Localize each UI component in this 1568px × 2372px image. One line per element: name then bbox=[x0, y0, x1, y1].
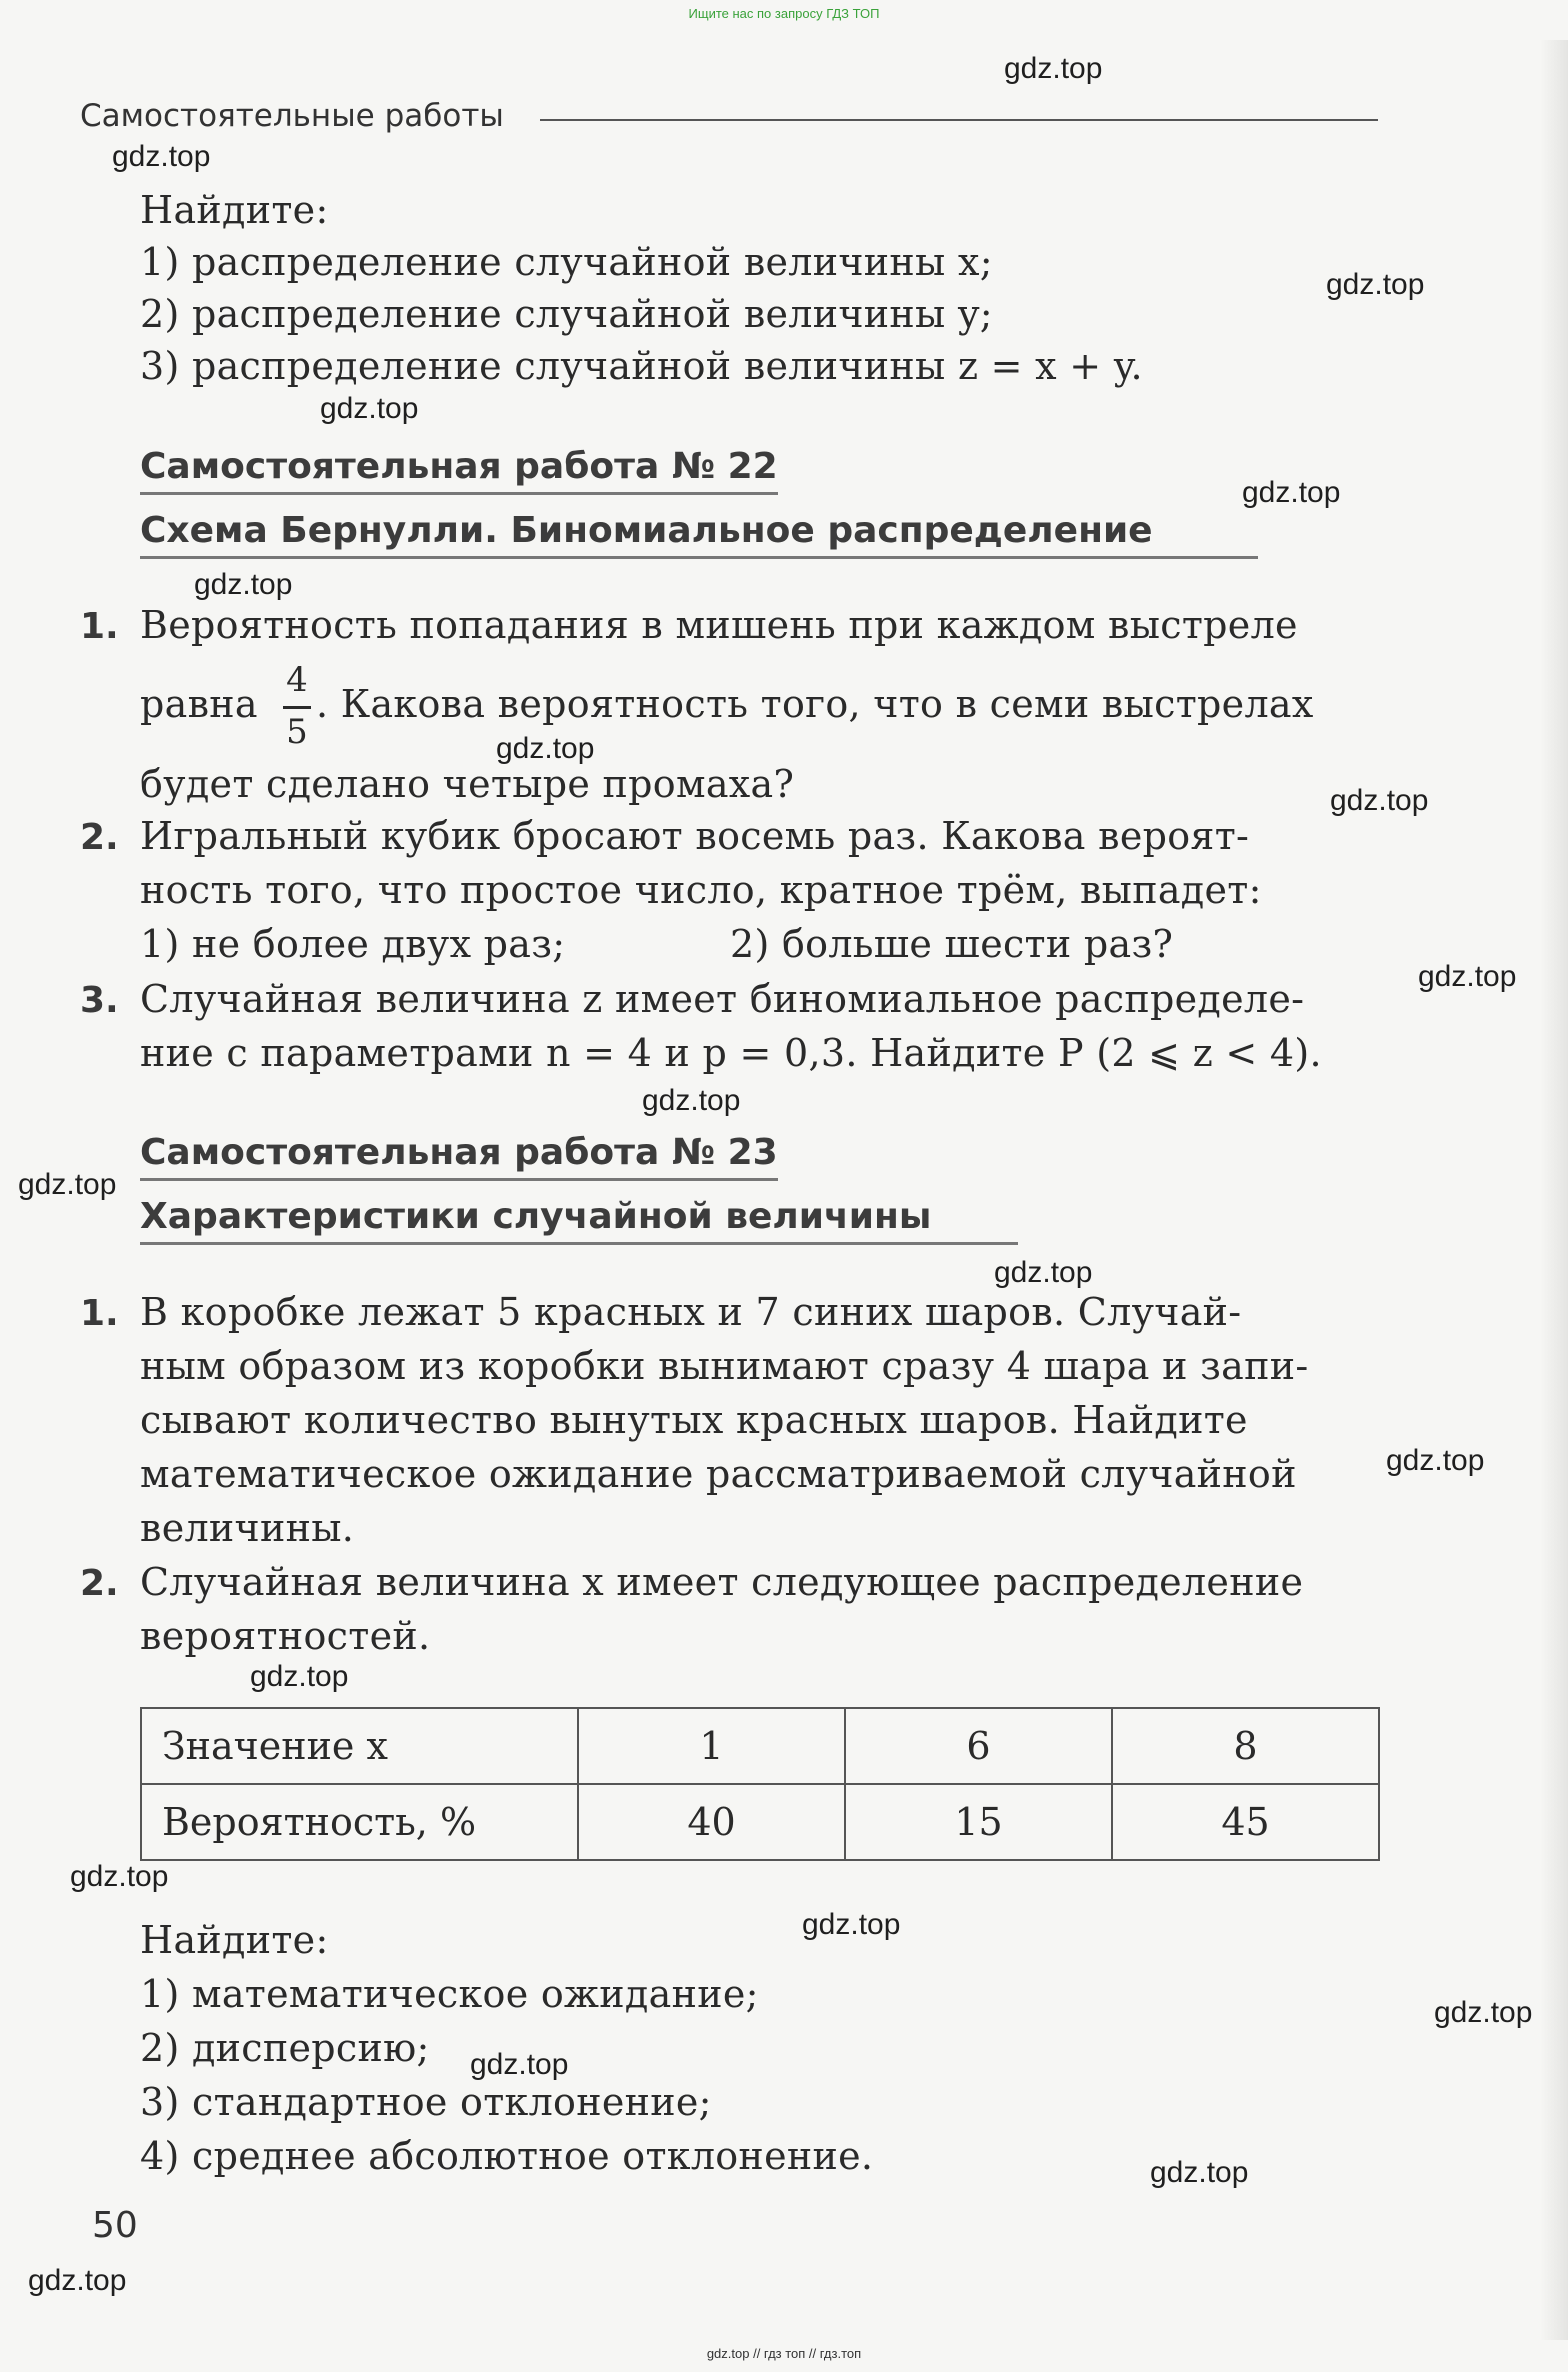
watermark: gdz.top bbox=[70, 1860, 169, 1893]
task-text: равна bbox=[140, 682, 258, 726]
task-text: математическое ожидание рассматриваемой случайной bbox=[140, 1452, 1297, 1496]
table-cell: 8 bbox=[1112, 1708, 1379, 1784]
table-cell: 45 bbox=[1112, 1784, 1379, 1860]
top-note: Ищите нас по запросу ГДЗ ТОП bbox=[688, 6, 880, 21]
watermark: gdz.top bbox=[642, 1084, 741, 1117]
watermark: gdz.top bbox=[470, 2048, 569, 2081]
list-item: 3) распределение случайной величины z = x + y. bbox=[140, 344, 1143, 388]
find-heading: Найдите: bbox=[140, 1918, 329, 1962]
task-text: ность того, что простое число, кратное трём, выпадет: bbox=[140, 868, 1262, 912]
bottom-note: gdz.top // гдз топ // гдз.топ bbox=[706, 2346, 862, 2361]
task-number: 2. bbox=[80, 817, 119, 858]
work22-title-rule bbox=[140, 492, 778, 495]
table-row bbox=[141, 1784, 1379, 1860]
task-text: Случайная величина x имеет следующее распределение bbox=[140, 1560, 1304, 1604]
watermark: gdz.top bbox=[28, 2264, 127, 2297]
task-text: Игральный кубик бросают восемь раз. Какова вероят- bbox=[140, 814, 1250, 858]
list-item: 1) математическое ожидание; bbox=[140, 1972, 759, 2016]
task-option: 1) не более двух раз; bbox=[140, 922, 566, 966]
task-text: величины. bbox=[140, 1506, 355, 1550]
watermark: gdz.top bbox=[320, 392, 419, 425]
watermark: gdz.top bbox=[994, 1256, 1093, 1289]
watermark: gdz.top bbox=[1326, 268, 1425, 301]
fraction-bar bbox=[283, 706, 311, 709]
work23-title: Самостоятельная работа № 23 bbox=[140, 1132, 778, 1173]
task-text: . Какова вероятность того, что в семи выстрелах bbox=[316, 682, 1314, 726]
watermark: gdz.top bbox=[1150, 2156, 1249, 2189]
distribution-table bbox=[140, 1707, 1380, 1861]
table-cell: 1 bbox=[578, 1708, 845, 1784]
table-row-label: Вероятность, % bbox=[141, 1784, 578, 1860]
table-row-label: Значение x bbox=[141, 1708, 578, 1784]
watermark: gdz.top bbox=[1434, 1996, 1533, 2029]
task-number: 2. bbox=[80, 1563, 119, 1604]
table-row bbox=[141, 1708, 1379, 1784]
work23-subtitle: Характеристики случайной величины bbox=[140, 1196, 932, 1237]
watermark: gdz.top bbox=[112, 140, 211, 173]
list-item: 4) среднее абсолютное отклонение. bbox=[140, 2134, 874, 2178]
work22-subtitle-rule bbox=[140, 556, 1258, 559]
task-option: 2) больше шести раз? bbox=[730, 922, 1174, 966]
task-number: 1. bbox=[80, 1293, 119, 1334]
list-item: 2) дисперсию; bbox=[140, 2026, 430, 2070]
task-text: вероятностей. bbox=[140, 1614, 431, 1658]
task-text: Случайная величина z имеет биномиальное распределе- bbox=[140, 977, 1305, 1021]
task-text: ние с параметрами n = 4 и p = 0,3. Найдите P (2 ⩽ z < 4). bbox=[140, 1031, 1322, 1075]
watermark: gdz.top bbox=[496, 732, 595, 765]
work23-subtitle-rule bbox=[140, 1242, 1018, 1245]
watermark: gdz.top bbox=[1242, 476, 1341, 509]
find-heading: Найдите: bbox=[140, 188, 329, 232]
watermark: gdz.top bbox=[1386, 1444, 1485, 1477]
watermark: gdz.top bbox=[250, 1660, 349, 1693]
work22-subtitle: Схема Бернулли. Биномиальное распределение bbox=[140, 510, 1153, 551]
list-item: 2) распределение случайной величины y; bbox=[140, 292, 993, 336]
list-item: 1) распределение случайной величины x; bbox=[140, 240, 993, 284]
watermark: gdz.top bbox=[802, 1908, 901, 1941]
page-edge-shadow bbox=[1540, 40, 1568, 2340]
running-head-rule bbox=[540, 119, 1378, 121]
list-item: 3) стандартное отклонение; bbox=[140, 2080, 712, 2124]
task-text: В коробке лежат 5 красных и 7 синих шаров. Случай- bbox=[140, 1290, 1242, 1334]
task-text: Вероятность попадания в мишень при каждом выстреле bbox=[140, 603, 1298, 647]
task-text: сывают количество вынутых красных шаров. Найдите bbox=[140, 1398, 1248, 1442]
table-cell: 6 bbox=[845, 1708, 1112, 1784]
table-cell: 40 bbox=[578, 1784, 845, 1860]
page-number: 50 bbox=[92, 2205, 138, 2246]
task-text: ным образом из коробки вынимают сразу 4 шара и запи- bbox=[140, 1344, 1309, 1388]
fraction-denominator: 5 bbox=[286, 712, 308, 752]
watermark: gdz.top bbox=[1004, 52, 1103, 85]
task-text: будет сделано четыре промаха? bbox=[140, 762, 795, 806]
watermark: gdz.top bbox=[1418, 960, 1517, 993]
watermark: gdz.top bbox=[1330, 784, 1429, 817]
watermark: gdz.top bbox=[194, 568, 293, 601]
fraction-numerator: 4 bbox=[286, 660, 308, 700]
work22-title: Самостоятельная работа № 22 bbox=[140, 446, 778, 487]
watermark: gdz.top bbox=[18, 1168, 117, 1201]
task-number: 1. bbox=[80, 606, 119, 647]
work23-title-rule bbox=[140, 1178, 778, 1181]
table-cell: 15 bbox=[845, 1784, 1112, 1860]
running-head: Самостоятельные работы bbox=[80, 98, 504, 134]
task-number: 3. bbox=[80, 980, 119, 1021]
